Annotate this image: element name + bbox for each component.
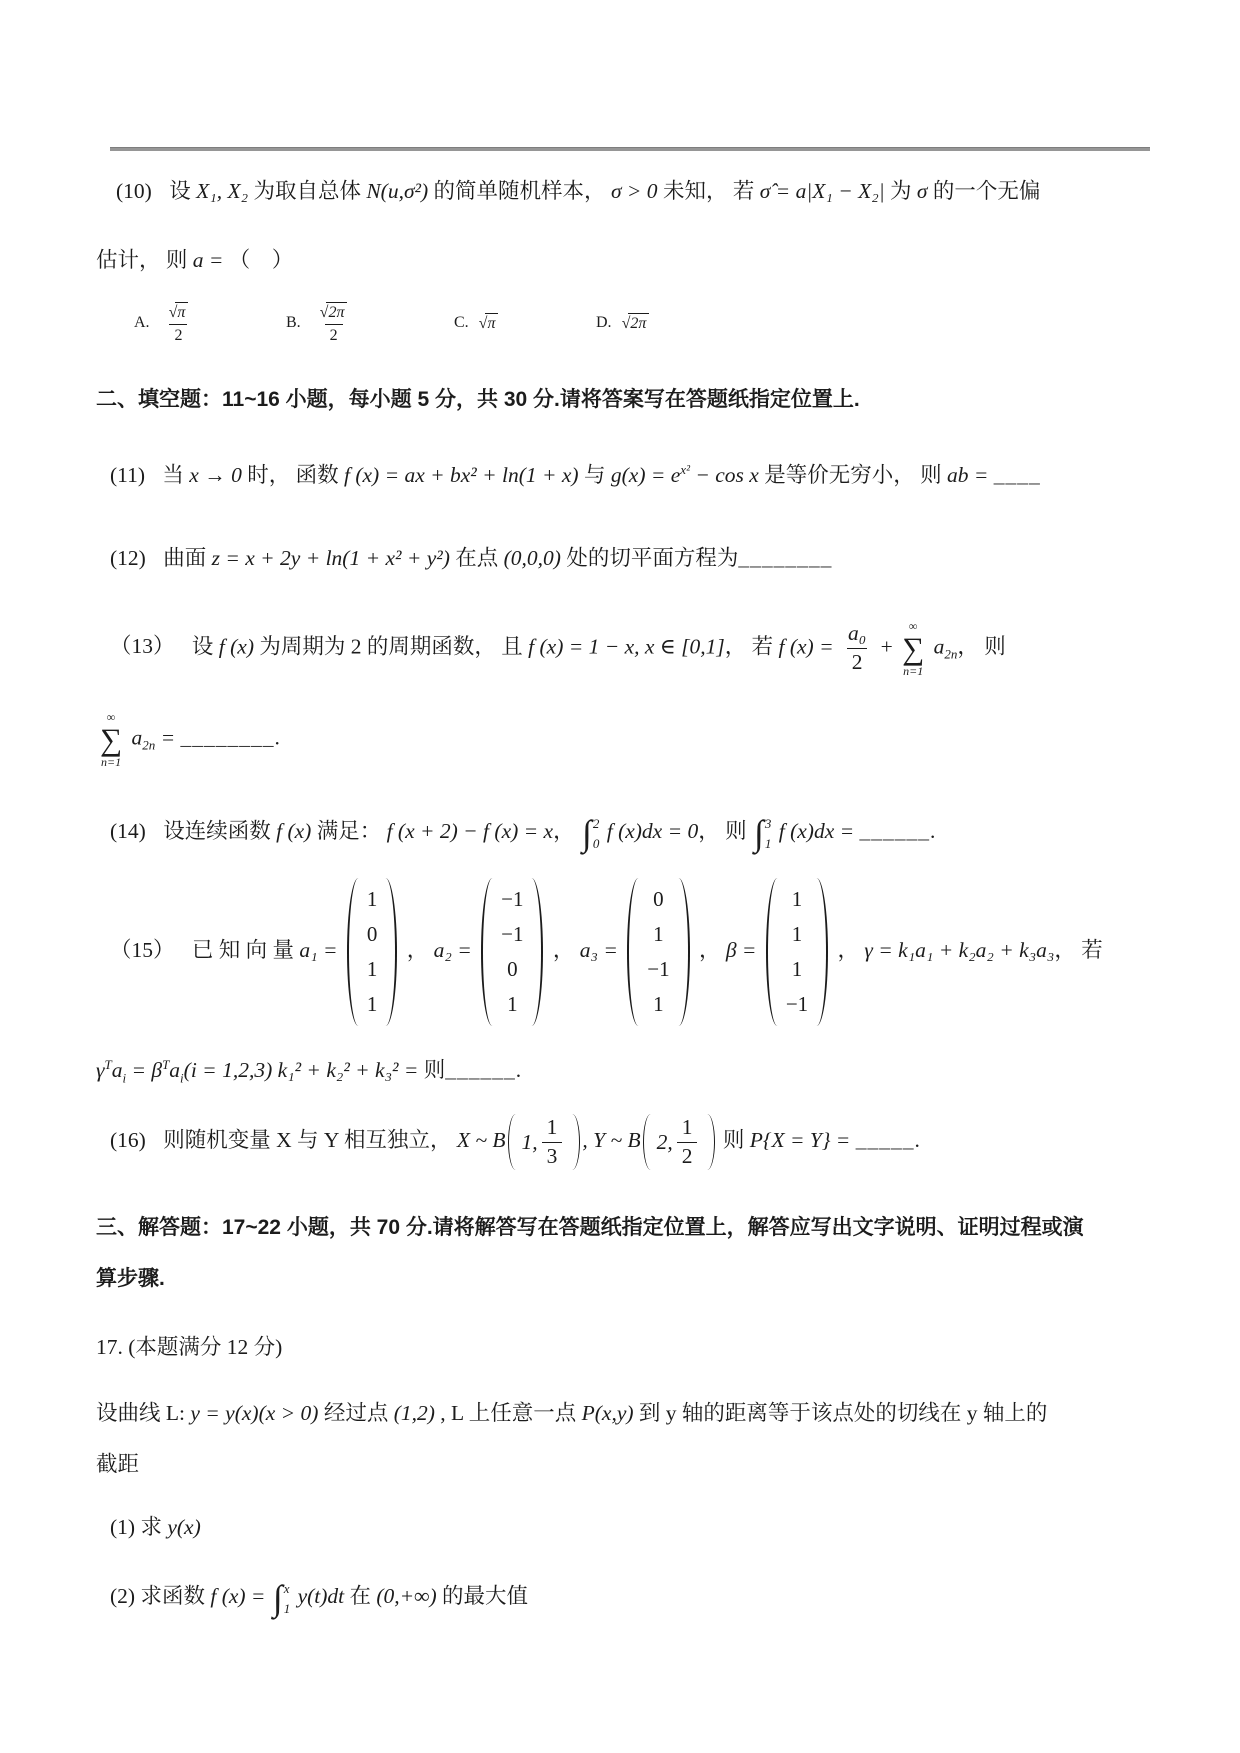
math-run: z = x + 2y + ln(1 + x² + y²) bbox=[211, 546, 450, 571]
math-run: σ > 0 bbox=[610, 179, 658, 203]
math-run: f (x + 2) − f (x) = x bbox=[386, 818, 554, 843]
fraction bbox=[843, 622, 871, 674]
option-label: A. bbox=[134, 314, 150, 332]
text-run: 的一个无偏 bbox=[927, 179, 1041, 203]
text-run: 曲面 bbox=[163, 546, 212, 571]
subscript: i bbox=[180, 1069, 184, 1085]
upper-limit: x bbox=[283, 1580, 290, 1596]
question-17 bbox=[96, 1331, 1152, 1616]
question-number: (12) bbox=[110, 546, 146, 571]
math-run: y(t)dt bbox=[297, 1583, 345, 1608]
summation-symbol bbox=[902, 620, 924, 677]
question-11 bbox=[96, 459, 1152, 492]
text-run: . bbox=[274, 725, 280, 750]
divider-line bbox=[110, 147, 1150, 151]
option-a bbox=[134, 302, 286, 345]
right-paren bbox=[384, 878, 397, 1026]
math-run: β = bbox=[725, 937, 757, 962]
question-number: (16) bbox=[110, 1128, 146, 1153]
math-run: f (x) = 1 − x, x ∈ [0,1] bbox=[528, 634, 725, 659]
math-run: 1, bbox=[521, 1129, 538, 1154]
sum-upper-limit: ∞ bbox=[908, 618, 918, 633]
vector-entry: 0 bbox=[653, 886, 664, 911]
column-vector-a3 bbox=[627, 878, 689, 1026]
math-run: y(x) bbox=[167, 1515, 201, 1540]
question-17-part-1 bbox=[96, 1511, 1152, 1544]
question-17-heading: 17. (本题满分 12 分) bbox=[96, 1335, 283, 1360]
section-3-header bbox=[96, 1212, 1152, 1295]
vector-entry: 1 bbox=[791, 886, 803, 911]
text-run: 经过点 bbox=[318, 1400, 394, 1425]
summation-symbol bbox=[100, 711, 122, 768]
exponent: x² bbox=[680, 461, 690, 477]
text-run: 已 知 向 量 bbox=[191, 937, 300, 962]
math-run: 2, bbox=[656, 1129, 673, 1154]
part-number: (1) bbox=[110, 1515, 136, 1540]
integral-symbol bbox=[582, 814, 599, 852]
left-paren bbox=[766, 878, 779, 1026]
text-run: 求函数 bbox=[135, 1583, 211, 1608]
text-run: 满足： bbox=[311, 818, 387, 843]
answer-blank: ________ bbox=[738, 546, 833, 571]
question-15 bbox=[96, 878, 1152, 1088]
text-run: 则 bbox=[418, 1057, 446, 1082]
integral-glyph: ∫ bbox=[754, 812, 764, 853]
text-run: 未知， 若 bbox=[657, 179, 760, 203]
text-run: ， 则 bbox=[698, 818, 752, 843]
text-run: 则随机变量 X 与 Y 相互独立， bbox=[163, 1128, 457, 1153]
integral-symbol bbox=[273, 1579, 290, 1617]
text-run: 的最大值 bbox=[436, 1583, 529, 1608]
column-vector-a1 bbox=[347, 878, 398, 1026]
math-run: f (x) bbox=[276, 818, 312, 843]
vector-entry: 1 bbox=[653, 991, 664, 1016]
math-run: = β bbox=[126, 1057, 163, 1082]
sqrt-radical: √π bbox=[169, 302, 189, 322]
left-paren bbox=[481, 878, 494, 1026]
left-paren bbox=[508, 1114, 518, 1170]
denominator: 2 bbox=[169, 324, 187, 345]
text-run: 是等价无穷小， 则 bbox=[758, 462, 947, 487]
math-run: y = y(x)(x > 0) bbox=[190, 1400, 319, 1425]
vector-entry: −1 bbox=[785, 991, 809, 1016]
text-run: 为周期为 2 的周期函数， 且 bbox=[254, 634, 529, 659]
lower-limit: 1 bbox=[764, 835, 772, 851]
math-run: a bbox=[169, 1057, 181, 1082]
math-run: , Y ~ B bbox=[582, 1128, 641, 1153]
upper-limit: 3 bbox=[764, 815, 772, 831]
text-run: 估计， 则 bbox=[96, 248, 193, 273]
math-run: σ̂ = a|X₁ − X₂| bbox=[759, 179, 885, 203]
math-run: = bbox=[155, 725, 176, 750]
sqrt-radical: √2π bbox=[320, 302, 348, 322]
radicand: 2π bbox=[628, 313, 649, 333]
math-run: a₃ = bbox=[579, 937, 618, 962]
sqrt-radical: √2π bbox=[622, 313, 650, 333]
math-run: (1,2) bbox=[393, 1400, 435, 1425]
column-vector-beta bbox=[766, 878, 828, 1026]
question-10-line-1 bbox=[96, 175, 1152, 208]
option-c bbox=[454, 313, 596, 333]
numerator: 1 bbox=[681, 1115, 693, 1140]
lower-limit: 1 bbox=[283, 1600, 291, 1616]
math-run: γ = k₁a₁ + k₂a₂ + k₃a₃ bbox=[864, 937, 1055, 962]
vector-entry: 1 bbox=[791, 956, 803, 981]
denominator: 2 bbox=[847, 648, 868, 675]
radicand: π bbox=[175, 302, 188, 322]
math-run: P(x,y) bbox=[581, 1400, 634, 1425]
question-12 bbox=[96, 542, 1152, 575]
transpose-sup: T bbox=[104, 1056, 112, 1072]
text-run: ， bbox=[406, 937, 429, 962]
question-10-line-2 bbox=[96, 244, 1152, 277]
vector-entry: 0 bbox=[366, 921, 378, 946]
sqrt-radical: √π bbox=[479, 313, 499, 333]
section-3-line-2: 算步骤. bbox=[96, 1266, 165, 1290]
vector-entry: 1 bbox=[366, 956, 378, 981]
integral-symbol bbox=[754, 814, 771, 852]
sum-lower-limit: n=1 bbox=[903, 663, 924, 678]
math-run: x → 0 bbox=[189, 462, 242, 487]
sigma-glyph: ∑ bbox=[100, 721, 123, 757]
math-run: (0,0,0) bbox=[503, 546, 561, 571]
math-run: f (x) = bbox=[210, 1583, 266, 1608]
vector-entry: 1 bbox=[791, 921, 803, 946]
sum-upper-limit: ∞ bbox=[106, 709, 116, 724]
text-run: 到 y 轴的距离等于该点处的切线在 y 轴上的 bbox=[633, 1400, 1048, 1425]
math-run: f (x) bbox=[218, 634, 254, 659]
text-run: 求 bbox=[135, 1515, 168, 1540]
right-paren bbox=[705, 1114, 715, 1170]
vector-entry: 0 bbox=[507, 956, 518, 981]
option-d bbox=[596, 313, 649, 333]
section-2-header: 二、填空题：11~16 小题，每小题 5 分，共 30 分.请将答案写在答题纸指定位置上. bbox=[96, 388, 860, 412]
math-run: + bbox=[880, 634, 893, 659]
radicand: π bbox=[485, 313, 498, 333]
transpose-sup: T bbox=[162, 1056, 170, 1072]
fraction bbox=[542, 1116, 563, 1168]
text-run: 为取自总体 bbox=[248, 179, 367, 203]
question-10 bbox=[96, 175, 1152, 344]
question-16 bbox=[96, 1114, 1152, 1170]
text-run: 的简单随机样本， bbox=[428, 179, 611, 203]
math-run: f (x) = bbox=[778, 634, 834, 659]
math-run: a bbox=[933, 634, 945, 659]
question-number: (11) bbox=[110, 462, 146, 487]
denominator: 2 bbox=[325, 324, 343, 345]
question-13-line-1 bbox=[96, 620, 1152, 677]
question-17-part-2 bbox=[96, 1579, 1152, 1617]
sum-lower-limit: n=1 bbox=[101, 754, 122, 769]
subscript: i bbox=[122, 1069, 127, 1085]
math-run: (0,+∞) bbox=[376, 1583, 437, 1608]
math-run: g(x) = e bbox=[610, 462, 681, 487]
answer-blank: _____ bbox=[855, 1128, 915, 1153]
subscript: 2n bbox=[142, 737, 156, 753]
question-15-line-2 bbox=[96, 1054, 1152, 1088]
math-run: − cos x bbox=[689, 462, 759, 487]
subscript: 2n bbox=[944, 646, 958, 662]
text-run: 为 bbox=[884, 179, 917, 203]
question-number: （15） bbox=[110, 937, 175, 962]
options-row bbox=[96, 302, 1152, 345]
text-run: ， bbox=[553, 818, 580, 843]
option-label: C. bbox=[454, 314, 469, 332]
math-run: X ~ B bbox=[456, 1128, 506, 1153]
text-run: 设连续函数 bbox=[163, 818, 277, 843]
left-paren bbox=[627, 878, 640, 1026]
right-paren bbox=[570, 1114, 580, 1170]
text-run: ， bbox=[552, 937, 575, 962]
math-run: f (x)dx = bbox=[778, 818, 855, 843]
denominator: 3 bbox=[542, 1142, 563, 1169]
text-run: 设 bbox=[191, 634, 219, 659]
math-run: a₁ = bbox=[299, 937, 338, 962]
text-run: 处的切平面方程为 bbox=[560, 546, 739, 571]
numerator: a₀ bbox=[847, 620, 867, 645]
text-run: ， 若 bbox=[1054, 937, 1103, 962]
radicand: 2π bbox=[326, 302, 347, 322]
question-17-body-line-1 bbox=[96, 1397, 1152, 1430]
math-run: a bbox=[131, 725, 143, 750]
answer-blank: ________ bbox=[180, 725, 275, 750]
right-paren bbox=[677, 878, 690, 1026]
question-13 bbox=[96, 620, 1152, 768]
text-run: . bbox=[930, 818, 936, 843]
math-run: σ bbox=[916, 179, 928, 203]
text-run: 与 bbox=[578, 462, 611, 487]
text-run: ， 则 bbox=[957, 634, 1006, 659]
integral-glyph: ∫ bbox=[581, 812, 592, 853]
answer-blank: ____ bbox=[993, 462, 1041, 487]
paren-group bbox=[508, 1114, 581, 1170]
column-vector-a2 bbox=[481, 878, 543, 1026]
vector-entry: −1 bbox=[647, 956, 670, 981]
part-number: (2) bbox=[110, 1583, 136, 1608]
text-run: ， bbox=[837, 937, 860, 962]
text-run: 当 bbox=[162, 462, 190, 487]
answer-parens: （ ） bbox=[228, 248, 294, 273]
right-paren bbox=[530, 878, 543, 1026]
paren-group bbox=[643, 1114, 716, 1170]
question-15-line-1 bbox=[96, 878, 1152, 1026]
vector-entry: 1 bbox=[653, 921, 664, 946]
vector-entry: 1 bbox=[366, 886, 378, 911]
text-run: , L 上任意一点 bbox=[434, 1400, 582, 1425]
numerator: 1 bbox=[546, 1115, 558, 1140]
option-label: D. bbox=[596, 314, 612, 332]
text-run: ， 若 bbox=[724, 634, 779, 659]
math-run: ab = bbox=[946, 462, 989, 487]
sigma-glyph: ∑ bbox=[902, 630, 925, 666]
text-run: . bbox=[914, 1128, 920, 1153]
vector-entry: −1 bbox=[501, 921, 524, 946]
option-b bbox=[286, 302, 454, 345]
fraction bbox=[164, 302, 194, 345]
option-label: B. bbox=[286, 314, 301, 332]
question-14 bbox=[96, 814, 1152, 852]
math-run: N(u,σ²) bbox=[366, 179, 429, 203]
text-run: . bbox=[515, 1057, 522, 1082]
vector-entry: 1 bbox=[507, 991, 518, 1016]
left-paren bbox=[347, 878, 360, 1026]
fraction bbox=[315, 302, 353, 345]
math-run: a = bbox=[192, 248, 224, 273]
answer-blank: ______ bbox=[445, 1057, 516, 1082]
math-run: P{X = Y} = bbox=[749, 1128, 851, 1153]
math-run: X₁, X₂ bbox=[196, 179, 249, 203]
text-run: 时， 函数 bbox=[241, 462, 344, 487]
upper-limit: 2 bbox=[592, 815, 600, 831]
text-run: 在 bbox=[344, 1583, 377, 1608]
question-13-line-2 bbox=[96, 711, 1152, 768]
question-number: (14) bbox=[110, 818, 146, 843]
text-run: ， bbox=[698, 937, 721, 962]
question-17-body-line-2: 截距 bbox=[96, 1452, 140, 1477]
left-paren bbox=[643, 1114, 653, 1170]
question-number: （13） bbox=[110, 634, 175, 659]
fraction bbox=[677, 1116, 698, 1168]
vector-entry: 1 bbox=[366, 991, 378, 1016]
lower-limit: 0 bbox=[592, 835, 600, 851]
vector-entry: −1 bbox=[501, 886, 524, 911]
math-run: γ bbox=[96, 1057, 105, 1082]
math-run: a₂ = bbox=[433, 937, 472, 962]
text-run: 设曲线 L: bbox=[96, 1400, 191, 1425]
math-run: a bbox=[111, 1057, 123, 1082]
right-paren bbox=[815, 878, 828, 1026]
math-run: f (x) = ax + bx² + ln(1 + x) bbox=[343, 462, 579, 487]
integral-glyph: ∫ bbox=[272, 1577, 283, 1618]
question-number: (10) bbox=[116, 179, 152, 203]
answer-blank: ______ bbox=[859, 818, 931, 843]
math-run: (i = 1,2,3) k₁² + k₂² + k₃² = bbox=[183, 1057, 419, 1082]
text-run: 则 bbox=[717, 1128, 750, 1153]
math-run: f (x)dx = 0 bbox=[606, 818, 699, 843]
denominator: 2 bbox=[677, 1142, 698, 1169]
text-run: 在点 bbox=[449, 546, 504, 571]
text-run: 设 bbox=[169, 179, 197, 203]
section-3-line-1: 三、解答题：17~22 小题，共 70 分.请将解答写在答题纸指定位置上，解答应写出文字说明、证明过程或演 bbox=[96, 1216, 1084, 1240]
